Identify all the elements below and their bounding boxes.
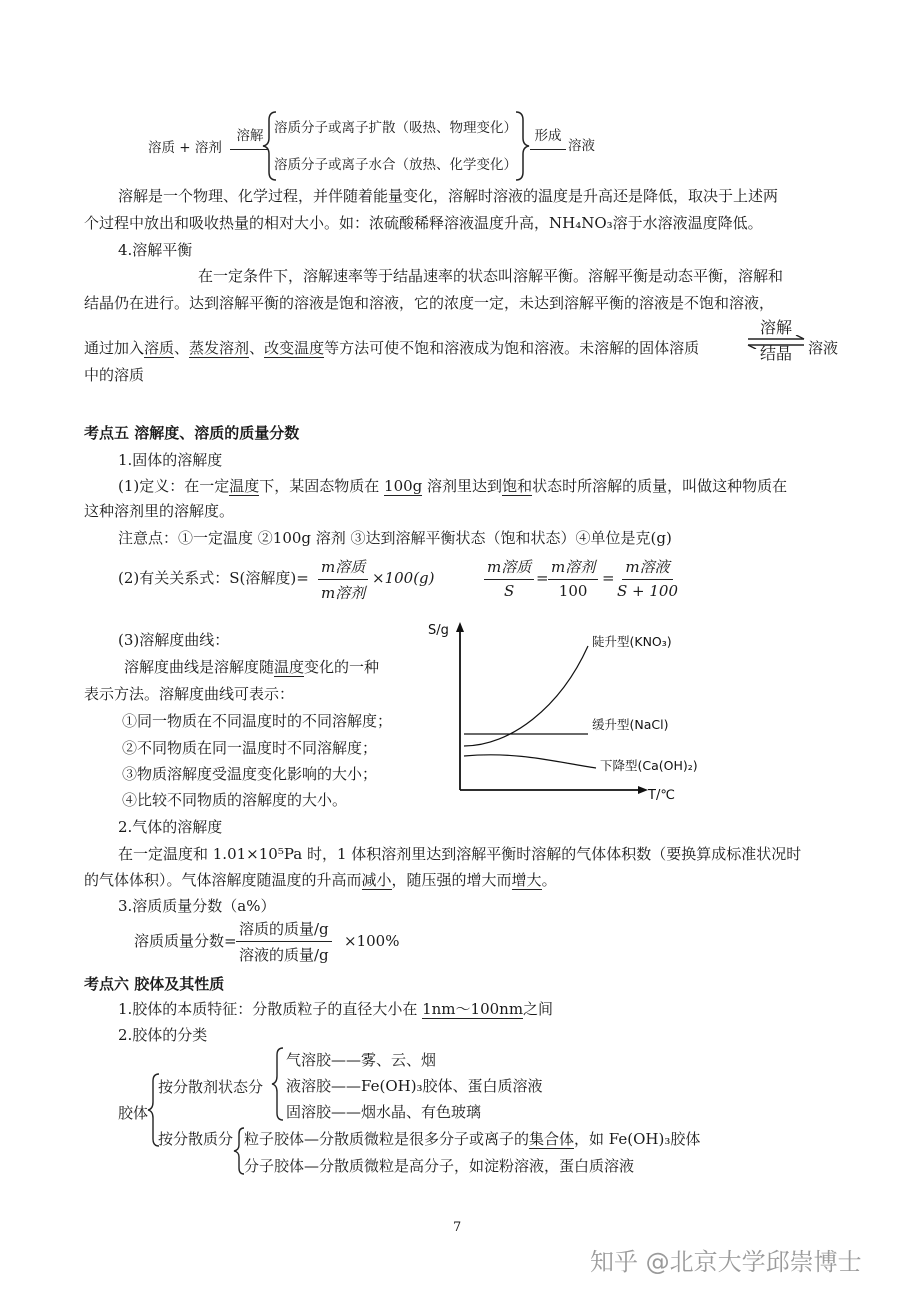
solubility-chart	[420, 618, 720, 802]
section4-line3-end: 溶液	[808, 339, 839, 357]
equil-dissolve-label: 溶解	[759, 318, 792, 337]
equals-1: =	[536, 569, 549, 587]
medium-item-gas: 气溶胶——雾、云、烟	[286, 1051, 437, 1069]
solution-label: 溶液	[568, 138, 595, 154]
curve-desc-line2: 表示方法。溶解度曲线可表示：	[84, 685, 295, 703]
section4-heading: 4.溶解平衡	[118, 241, 193, 259]
gas-line2: 的气体体积）。气体溶解度随温度的升高而减小，随压强的增大而增大。	[84, 871, 557, 889]
page-number: 7	[453, 1220, 462, 1235]
series-line-knO3	[464, 646, 588, 746]
fraction-solvent-over-100: m溶剂 100	[548, 556, 598, 600]
dissolve-label: 溶解	[236, 128, 264, 144]
medium-item-liquid: 液溶胶——Fe(OH)₃胶体、蛋白质溶液	[286, 1077, 543, 1095]
formula-tail: ×100(g)	[372, 569, 435, 587]
kaodian6-sub2: 2.胶体的分类	[118, 1026, 208, 1044]
para-dissolution-line2: 个过程中放出和吸收热量的相对大小。如：浓硫酸稀释溶液温度升高，NH₄NO₃溶于水溶液温度降低。	[84, 214, 763, 232]
medium-brace	[270, 1046, 286, 1122]
series-label-nacl: 缓升型(NaCl)	[592, 717, 669, 732]
molecular-colloid-item: 分子胶体—分散质微粒是高分子，如淀粉溶液，蛋白质溶液	[244, 1157, 635, 1175]
form-label: 形成	[534, 128, 562, 144]
curve-item-3: ③物质溶解度受温度变化影响的大小；	[122, 765, 378, 783]
y-axis-arrow	[456, 622, 464, 632]
para-dissolution-line1: 溶解是一个物理、化学过程，并伴随着能量变化，溶解时溶液的温度是升高还是降低，取决于上述两	[118, 187, 779, 205]
kaodian6-sub1: 1.胶体的本质特征：分散质粒子的直径大小在 1nm～100nm之间	[118, 1000, 554, 1018]
curve-item-2: ②不同物质在同一温度时不同溶解度；	[122, 739, 378, 757]
kaodian5-definition-line2: 这种溶剂里的溶解度。	[84, 502, 235, 520]
kaodian5-notes: 注意点：①一定温度 ②100g 溶剂 ③达到溶解平衡状态（饱和状态）④单位是克(g)	[118, 529, 672, 547]
fraction-solubility: m溶质 m溶剂	[318, 556, 368, 603]
fraction-solution-over-s100: m溶液 S + 100	[617, 558, 679, 600]
kaodian6-title: 考点六 胶体及其性质	[84, 975, 225, 993]
equals-2: =	[602, 569, 615, 587]
colloid-root: 胶体	[118, 1104, 149, 1122]
form-arrow-line	[530, 149, 566, 150]
x-axis-label: T/℃	[648, 788, 675, 802]
curve-heading: (3)溶解度曲线：	[118, 631, 230, 649]
particle-colloid-item: 粒子胶体—分散质微粒是很多分子或离子的集合体，如 Fe(OH)₃胶体	[244, 1130, 701, 1148]
kaodian5-sub2: 2.气体的溶解度	[118, 818, 223, 836]
section4-line2: 结晶仍在进行。达到溶解平衡的溶液是饱和溶液，它的浓度一定，未达到溶解平衡的溶液是不饱和溶液，	[84, 294, 775, 312]
x-axis-arrow	[638, 786, 648, 794]
solute-plus-solvent: 溶质 + 溶剂	[148, 140, 222, 156]
curve-item-4: ④比较不同物质的溶解度的大小。	[122, 791, 348, 809]
curve-item-1: ①同一物质在不同温度时的不同溶解度；	[122, 712, 393, 730]
y-axis-label: S/g	[428, 623, 449, 638]
kaodian5-sub1: 1.固体的溶解度	[118, 451, 223, 469]
gas-line1: 在一定温度和 1.01×10⁵Pa 时，1 体积溶剂里达到溶解平衡时溶解的气体体积数（要换算成标准状况时	[118, 845, 802, 863]
by-particle-label: 按分散质分	[158, 1130, 234, 1148]
right-brace	[512, 110, 532, 182]
series-line-caoh2	[464, 755, 596, 768]
watermark: 知乎 @北京大学邱崇博士	[590, 1248, 862, 1276]
kaodian5-definition-line1: (1)定义：在一定温度下，某固态物质在 100g 溶剂里达到饱和状态时所溶解的质量，叫做这种物质在	[118, 477, 788, 495]
series-label-caoh2: 下降型(Ca(OH)₂)	[600, 758, 698, 773]
equil-crystallize-label: 结晶	[759, 344, 792, 363]
fraction-solute-over-s: m溶质 S	[484, 556, 534, 600]
kaodian5-title: 考点五 溶解度、溶质的质量分数	[84, 424, 300, 442]
formula-label: (2)有关关系式：S(溶解度)=	[118, 569, 309, 587]
section4-line3: 通过加入溶质、蒸发溶剂、改变温度等方法可使不饱和溶液成为饱和溶液。未溶解的固体溶质	[84, 339, 700, 357]
by-medium-label: 按分散剂状态分	[158, 1078, 264, 1096]
mass-fraction-tail: ×100%	[344, 932, 400, 950]
series-label-knO3: 陡升型(KNO₃)	[592, 634, 672, 649]
branch-hydration: 溶质分子或离子水合（放热、化学变化）	[274, 157, 517, 173]
section4-line4: 中的溶质	[84, 366, 145, 384]
section4-line1: 在一定条件下，溶解速率等于结晶速率的状态叫溶解平衡。溶解平衡是动态平衡，溶解和	[198, 267, 784, 285]
medium-item-solid: 固溶胶——烟水晶、有色玻璃	[286, 1103, 482, 1121]
mass-fraction-fraction: 溶质的质量/g 溶液的质量/g	[236, 918, 332, 965]
curve-desc-line1: 溶解度曲线是溶解度随温度变化的一种	[124, 658, 380, 676]
branch-diffusion: 溶质分子或离子扩散（吸热、物理变化）	[274, 120, 517, 136]
mass-fraction-label: 溶质质量分数=	[134, 932, 237, 950]
kaodian5-sub3: 3.溶质质量分数（a%）	[118, 897, 276, 915]
